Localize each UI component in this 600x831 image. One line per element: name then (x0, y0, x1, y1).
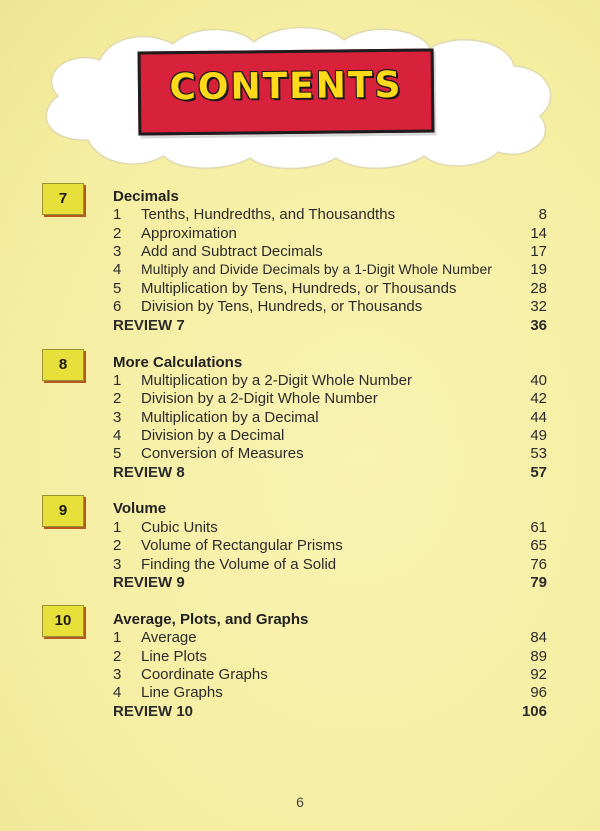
lesson-title: Multiplication by a Decimal (141, 409, 319, 426)
chapter-badge: 9 (42, 495, 84, 527)
lesson-number: 4 (113, 261, 122, 278)
review-row[interactable] (113, 574, 547, 592)
lesson-title: Division by a 2-Digit Whole Number (141, 390, 378, 407)
lesson-title: Conversion of Measures (141, 445, 304, 462)
lesson-title: Volume of Rectangular Prisms (141, 537, 343, 554)
chapter-badge: 10 (42, 605, 84, 637)
toc-row[interactable] (113, 261, 547, 279)
lesson-number: 5 (113, 280, 122, 297)
review-label: REVIEW 9 (113, 574, 185, 591)
page-number: 19 (530, 261, 547, 278)
page-number: 65 (530, 537, 547, 554)
lesson-number: 4 (113, 684, 122, 701)
lesson-title: Add and Subtract Decimals (141, 243, 323, 260)
review-label: REVIEW 8 (113, 464, 185, 481)
page-number: 8 (538, 206, 547, 223)
toc-row[interactable] (113, 684, 547, 702)
chapter-badge: 7 (42, 183, 84, 215)
toc-row[interactable] (113, 280, 547, 298)
toc-row[interactable] (113, 225, 547, 243)
lesson-title: Cubic Units (141, 519, 218, 536)
page-number: 84 (530, 629, 547, 646)
toc-row[interactable] (113, 537, 547, 555)
review-label: REVIEW 10 (113, 703, 194, 720)
lesson-title: Division by Tens, Hundreds, or Thousands (141, 298, 423, 315)
toc-row[interactable] (113, 427, 547, 445)
toc-row[interactable] (113, 445, 547, 463)
page-number: 106 (521, 703, 547, 720)
lesson-number: 4 (113, 427, 122, 444)
lesson-title: Approximation (141, 225, 237, 242)
chapter-title: More Calculations (113, 354, 243, 371)
lesson-title: Multiplication by Tens, Hundreds, or Thousands (141, 280, 457, 297)
toc-row[interactable] (113, 666, 547, 684)
page-number: 79 (530, 574, 547, 591)
toc-row[interactable] (113, 556, 547, 574)
page-title: CONTENTS (169, 64, 403, 109)
lesson-number: 3 (113, 409, 122, 426)
lesson-number: 5 (113, 445, 122, 462)
lesson-number: 2 (113, 390, 122, 407)
lesson-title: Multiplication by a 2-Digit Whole Number (141, 372, 412, 389)
review-row[interactable] (113, 703, 547, 721)
toc-row[interactable] (113, 206, 547, 224)
lesson-number: 1 (113, 519, 122, 536)
lesson-number: 2 (113, 225, 122, 242)
page-number: 32 (530, 298, 547, 315)
lesson-title: Line Plots (141, 648, 207, 665)
lesson-number: 3 (113, 666, 122, 683)
toc-row[interactable] (113, 519, 547, 537)
chapter-badge: 8 (42, 349, 84, 381)
toc-row[interactable] (113, 372, 547, 390)
lesson-title: Division by a Decimal (141, 427, 285, 444)
review-row[interactable] (113, 317, 547, 335)
lesson-number: 1 (113, 372, 122, 389)
lesson-title: Average (141, 629, 197, 646)
page-number: 61 (530, 519, 547, 536)
lesson-number: 2 (113, 537, 122, 554)
lesson-number: 3 (113, 556, 122, 573)
lesson-number: 6 (113, 298, 122, 315)
lesson-number: 2 (113, 648, 122, 665)
page-number: 14 (530, 225, 547, 242)
lesson-title: Line Graphs (141, 684, 223, 701)
lesson-number: 1 (113, 206, 122, 223)
toc-row[interactable] (113, 298, 547, 316)
page-number: 36 (530, 317, 547, 334)
page-number: 49 (530, 427, 547, 444)
lesson-title: Coordinate Graphs (141, 666, 268, 683)
chapter-title: Average, Plots, and Graphs (113, 611, 309, 628)
page-number: 76 (530, 556, 547, 573)
footer-page-number: 6 (296, 794, 304, 810)
chapter-title: Decimals (113, 188, 179, 205)
page-number: 53 (530, 445, 547, 462)
lesson-number: 1 (113, 629, 122, 646)
page-number: 96 (530, 684, 547, 701)
review-label: REVIEW 7 (113, 317, 185, 334)
page-number: 89 (530, 648, 547, 665)
page-number: 57 (530, 464, 547, 481)
page-number: 28 (530, 280, 547, 297)
lesson-title: Finding the Volume of a Solid (141, 556, 337, 573)
page-number: 42 (530, 390, 547, 407)
lesson-title: Multiply and Divide Decimals by a 1-Digit Whole Number (141, 261, 492, 277)
lesson-title: Tenths, Hundredths, and Thousandths (141, 206, 396, 223)
page-number: 40 (530, 372, 547, 389)
toc-row[interactable] (113, 629, 547, 647)
chapter-title: Volume (113, 500, 167, 517)
page-number: 44 (530, 409, 547, 426)
review-row[interactable] (113, 464, 547, 482)
toc-row[interactable] (113, 390, 547, 408)
toc-row[interactable] (113, 243, 547, 261)
contents-banner (138, 48, 435, 135)
toc-row[interactable] (113, 409, 547, 427)
page-number: 92 (530, 666, 547, 683)
page-number: 17 (530, 243, 547, 260)
toc-row[interactable] (113, 648, 547, 666)
lesson-number: 3 (113, 243, 122, 260)
